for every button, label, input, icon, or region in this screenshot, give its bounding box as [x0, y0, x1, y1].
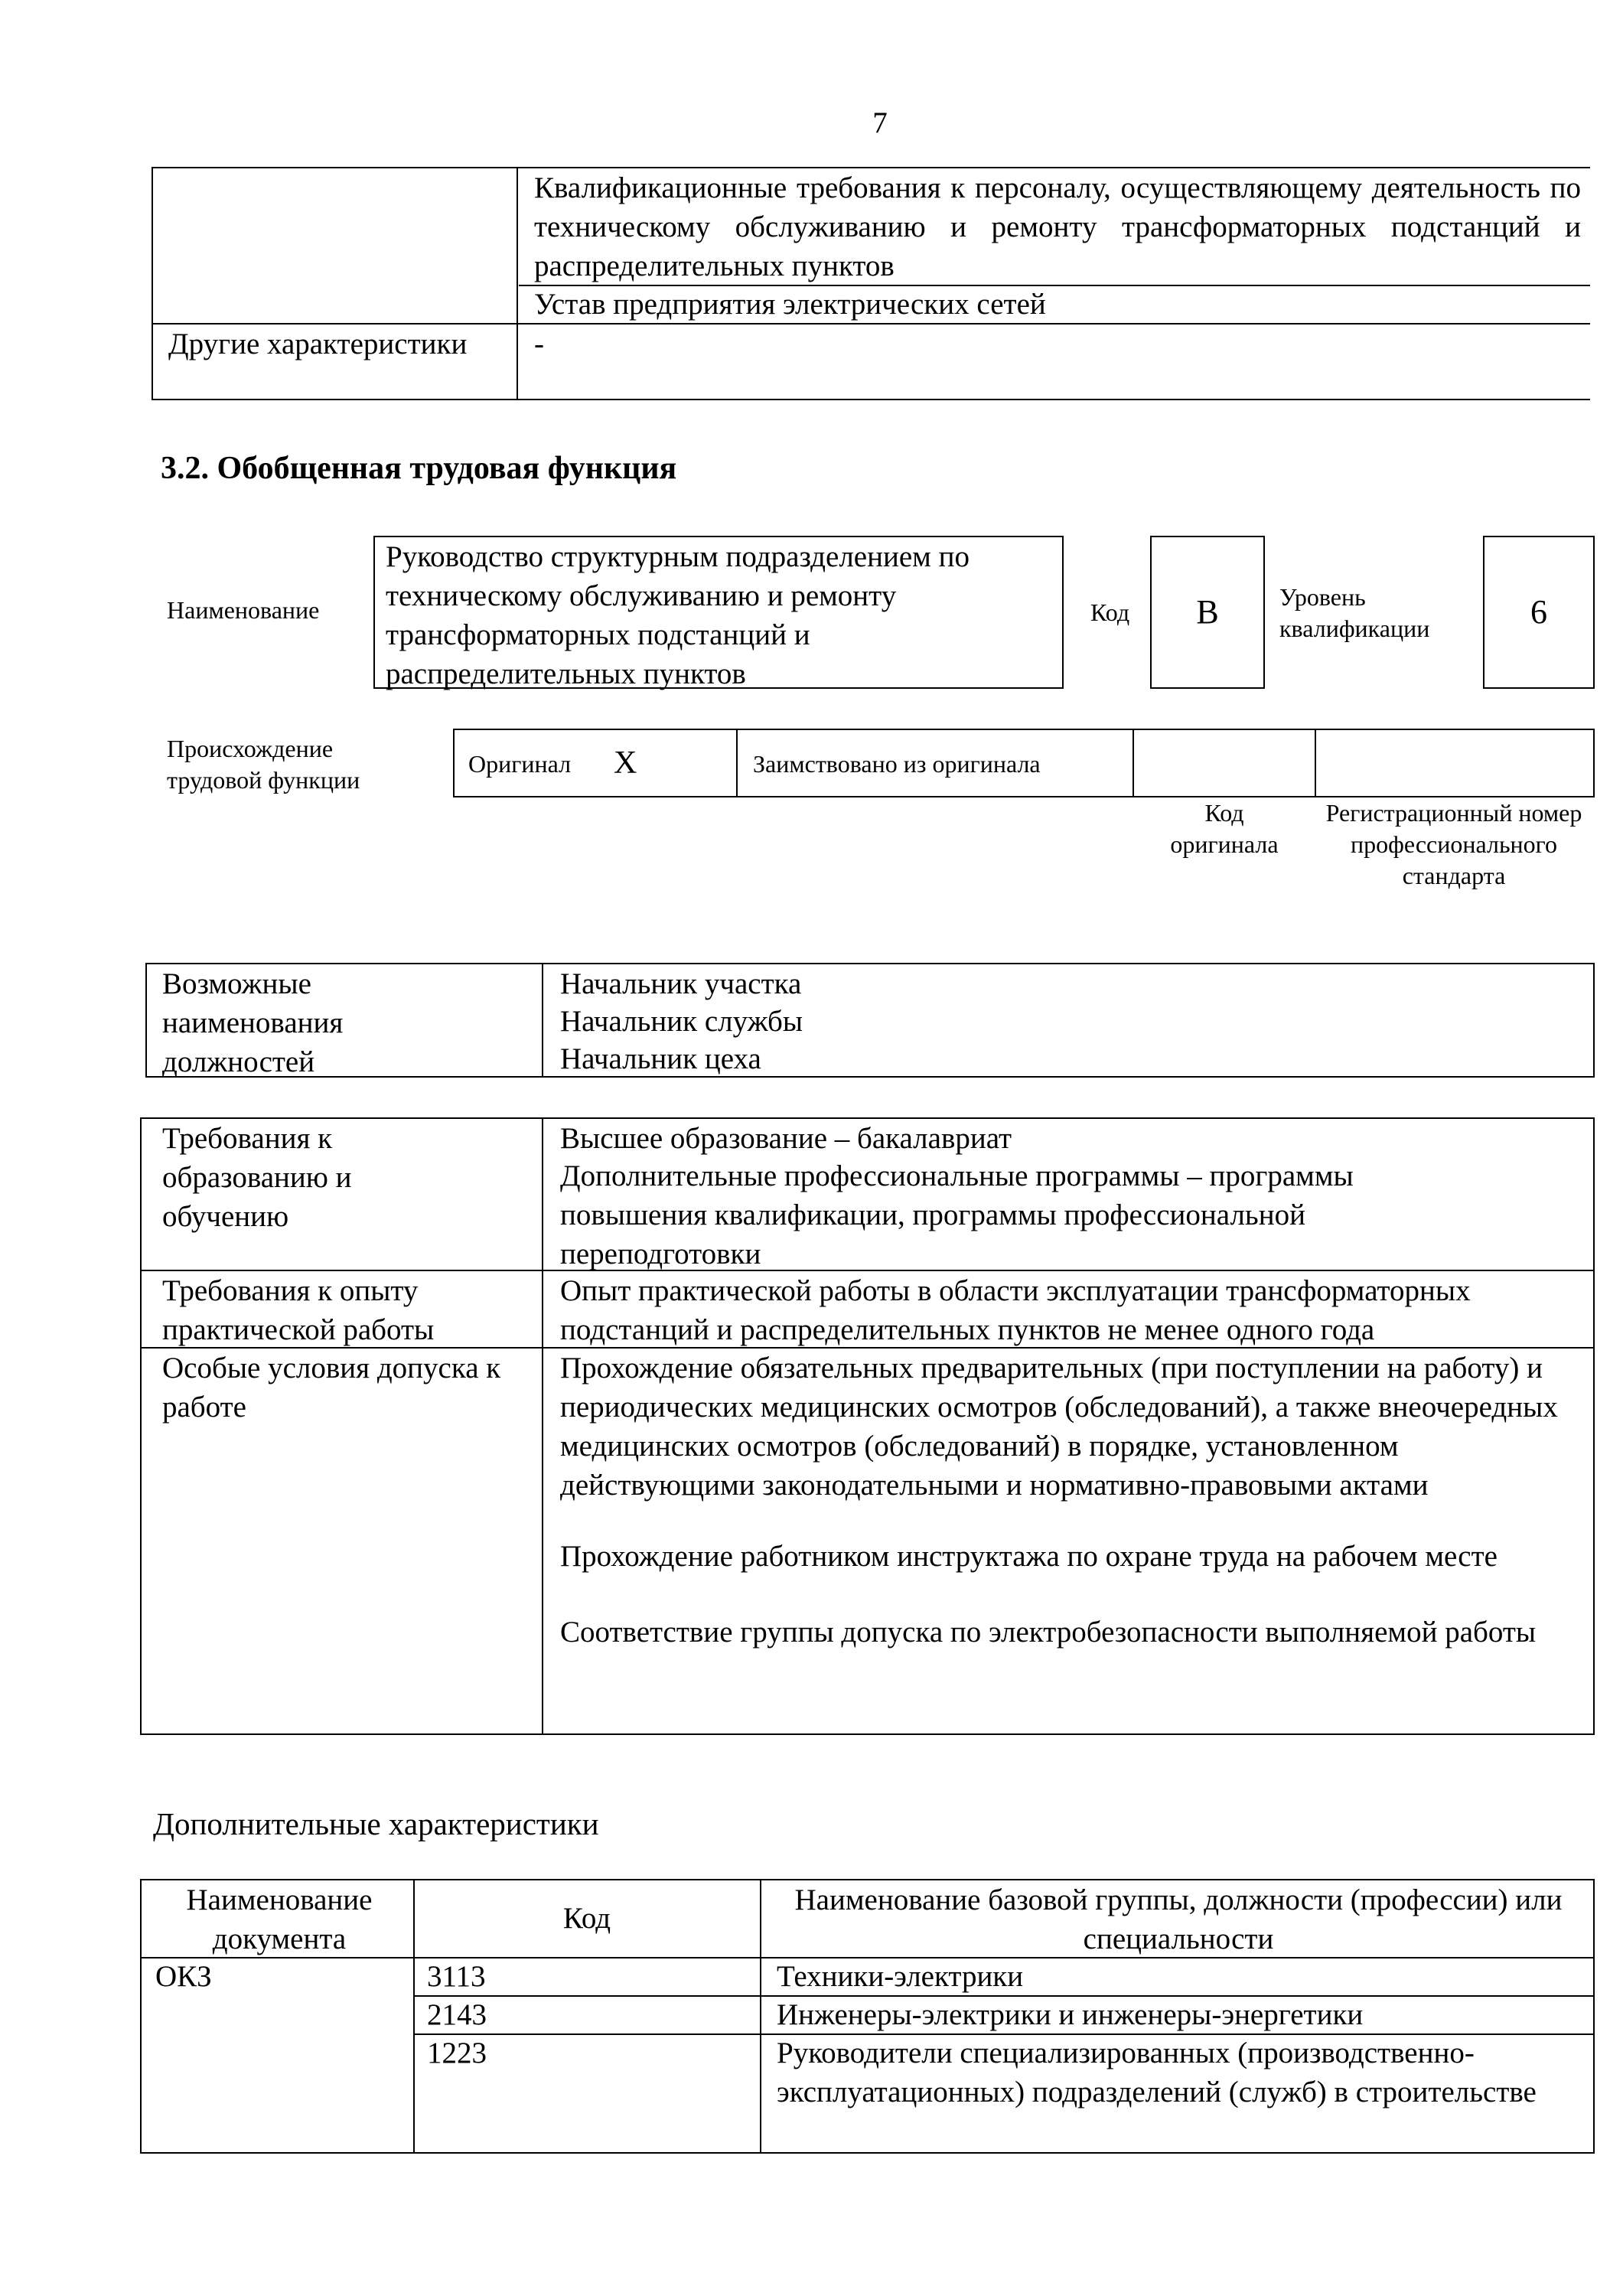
top-table [152, 167, 1590, 400]
education-line: Дополнительные профессиональные программы – программы повышения квалификации, программы профессиональной переподготовки [560, 1159, 1354, 1270]
borrowed-label: Заимствовано из оригинала [753, 750, 1041, 778]
positions-label: Возможные наименования должностей [162, 967, 344, 1078]
level-value: 6 [1530, 593, 1547, 631]
education-line: Высшее образование – бакалавриат [560, 1122, 1012, 1155]
charter-text: Устав предприятия электрических сетей [534, 288, 1046, 321]
doc-okz: ОКЗ [155, 1960, 212, 1993]
admission-line: Соответствие группы допуска по электробезопасности выполняемой работы [560, 1616, 1537, 1649]
code-box [1150, 536, 1265, 689]
code-cell: 3113 [427, 1960, 486, 1993]
admission-conditions-label: Особые условия допуска к работе [162, 1352, 501, 1424]
other-characteristics-label: Другие характеристики [168, 328, 468, 360]
header-code: Код [562, 1902, 611, 1935]
additional-table [140, 1879, 1595, 2154]
additional-characteristics-title: Дополнительные характеристики [153, 1806, 599, 1841]
origin-table [453, 729, 1595, 797]
admission-line: Прохождение работником инструктажа по охране труда на рабочем месте [560, 1540, 1498, 1573]
admission-line: Прохождение обязательных предварительных (при поступлении на работу) и периодических медицинских осмотров (обследований), а также внеочередных медицинских осмотров (обследований) в порядке, установленном действующими законодательными и нормативно-правовыми актами [560, 1352, 1558, 1502]
level-label: Уровень квалификации [1279, 583, 1430, 642]
education-requirements-label: Требования к образованию и обучению [162, 1122, 352, 1233]
gtf-name-box [373, 536, 1064, 689]
requirements-table [140, 1117, 1595, 1735]
header-document-name: Наименование документа [186, 1883, 373, 1955]
header-group-name: Наименование базовой группы, должности (профессии) или специальности [794, 1883, 1563, 1955]
position-item: Начальник цеха [560, 1042, 761, 1075]
group-name-cell: Инженеры-электрики и инженеры-энергетики [777, 1998, 1364, 2031]
code-cell: 2143 [427, 1998, 487, 2031]
position-item: Начальник участка [560, 967, 802, 1000]
group-name-cell: Техники-электрики [777, 1960, 1024, 1993]
experience-requirements-label: Требования к опыту практической работы [162, 1274, 435, 1346]
code-value: В [1196, 593, 1219, 631]
group-name-cell: Руководители специализированных (производственно-эксплуатационных) подразделений (служб) в строительстве [777, 2037, 1537, 2108]
experience-line: Опыт практической работы в области эксплуатации трансформаторных подстанций и распределительных пунктов не менее одного года [560, 1274, 1471, 1346]
position-item: Начальник службы [560, 1005, 803, 1038]
level-box [1483, 536, 1595, 689]
registration-number-caption: Регистрационный номер профессионального стандарта [1325, 799, 1582, 889]
original-label: Оригинал [468, 750, 572, 778]
code-original-caption: Код оригинала [1170, 799, 1279, 858]
original-mark: X [614, 745, 637, 781]
code-cell: 1223 [427, 2037, 487, 2069]
name-label: Наименование [167, 596, 320, 624]
page-number: 7 [872, 106, 888, 139]
section-title: 3.2. Обобщенная трудовая функция [161, 451, 677, 486]
other-characteristics-value: - [534, 328, 544, 360]
gtf-name-value: Руководство структурным подразделением по техническому обслуживанию и ремонту трансформаторных подстанций и распределительных пунктов [386, 540, 970, 690]
qualification-requirements-text: Квалификационные требования к персоналу, осуществляющему деятельность по техническому обслуживанию и ремонту трансформаторных подстанций и распределительных пунктов [534, 171, 1581, 282]
code-label: Код [1090, 598, 1130, 626]
origin-label: Происхождение трудовой функции [167, 735, 360, 794]
positions-table [145, 963, 1595, 1078]
